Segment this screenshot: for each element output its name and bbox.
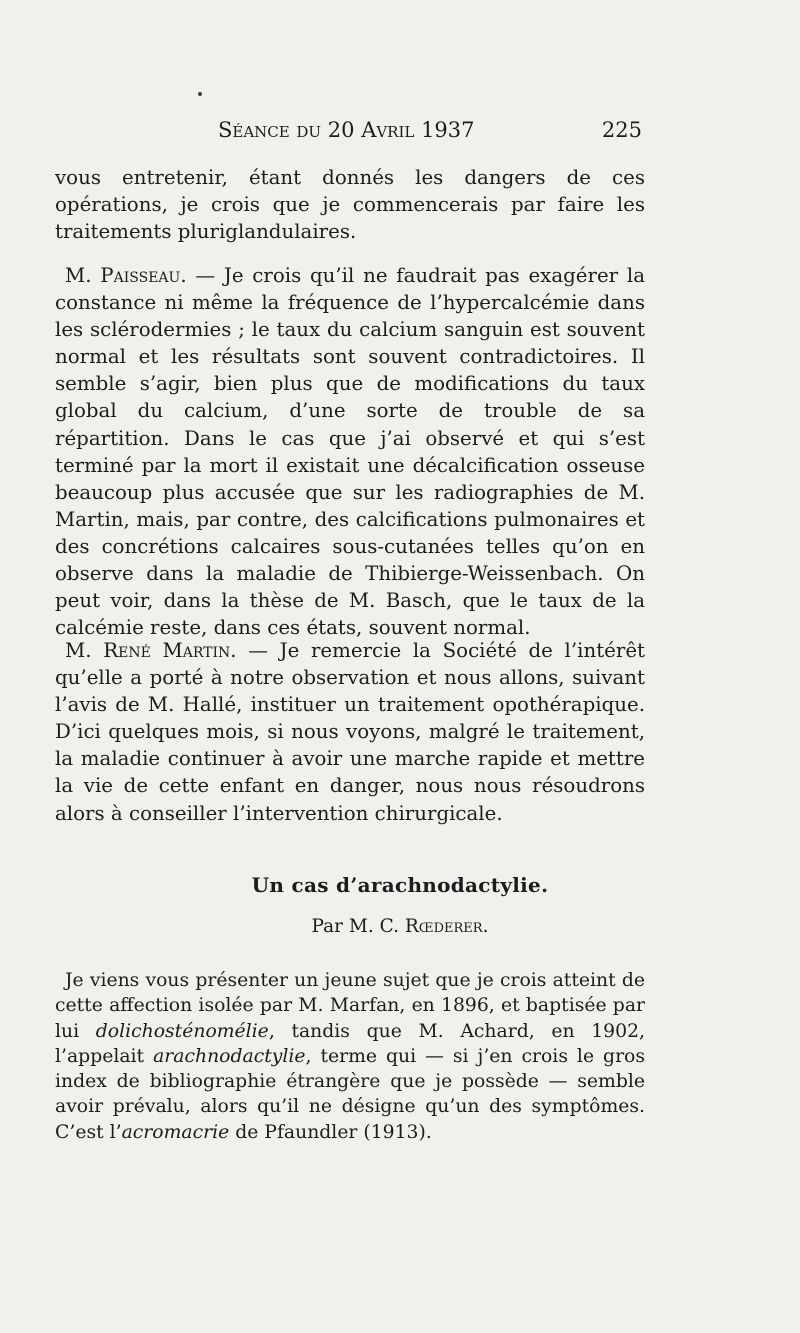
paragraph-3-body (55, 637, 645, 827)
speaker-rene-martin: M. René Martin. (65, 639, 237, 662)
running-title-pre: Séance du (218, 118, 322, 142)
paragraph-4-body (55, 968, 645, 1145)
speaker-paisseau: M. Paisseau. (65, 264, 187, 287)
running-header (218, 118, 642, 158)
paragraph-4-part-c: , terme qui — si j’en crois le gros index de bibliographie étrangère que je possède — semble avoir prévalu, alors qu’il ne désigne qu’un des symptômes. C’est l’ (55, 1045, 645, 1143)
paragraph-3-text: — Je remercie la Société de l’intérêt qu’elle a porté à notre observation et nous allons, suivant l’avis de M. Hallé, instituer un traitement opothérapique. D’ici quelques mois, si nous voyons, malgré le traitement, la maladie continuer à avoir une marche rapide et mettre la vie de cette enfant en danger, nous nous résoudrons alors à conseiller l’intervention chirurgicale. (55, 639, 645, 825)
term-arachnodactylie: arachnodactylie (153, 1045, 306, 1067)
page-number: 225 (601, 118, 642, 142)
term-dolichostenomelie: dolichosténomélie (95, 1020, 269, 1042)
running-title-year: 1937 (421, 118, 475, 142)
byline-author: Rœderer. (404, 916, 489, 937)
paragraph-1 (55, 164, 645, 245)
article-title: Un cas d’arachnodactylie. (251, 873, 549, 897)
term-acromacrie: acromacrie (121, 1121, 230, 1143)
paragraph-3 (55, 637, 645, 827)
paragraph-4-part-a: Je viens vous présenter un jeune sujet que je crois atteint de cette affection isolée par M. Marfan, en 1896, et baptisée par lui (55, 970, 645, 1042)
paragraph-4-part-d: de Pfaundler (1913). (229, 1121, 432, 1143)
running-title (218, 118, 475, 142)
running-title-day: 20 (327, 118, 355, 142)
ink-dot (198, 92, 202, 96)
byline-prefix: Par M. C. (311, 916, 399, 937)
running-title-month: Avril (361, 118, 415, 142)
paragraph-2-body (55, 262, 645, 641)
paragraph-1-text: vous entretenir, étant donnés les dangers de ces opérations, je crois que je commencerais par faire les traitements pluriglandulaires. (55, 166, 645, 244)
paragraph-4-part-b: , tandis que M. Achard, en 1902, l’appelait (55, 1020, 645, 1067)
paragraph-2 (55, 262, 645, 641)
paragraph-4 (55, 968, 645, 1145)
article-byline (0, 916, 800, 937)
paragraph-2-text: — Je crois qu’il ne faudrait pas exagérer la constance ni même la fréquence de l’hypercalcémie dans les sclérodermies ; le taux du calcium sanguin est souvent normal et les résultats sont souvent contradictoires. Il semble s’agir, bien plus que de modifications du taux global du calcium, d’une sorte de trouble de sa répartition. Dans le cas que j’ai observé et qui s’est terminé par la mort il existait une décalcification osseuse beaucoup plus accusée que sur les radiographies de M. Martin, mais, par contre, des calcifications pulmonaires et des concrétions calcaires sous-cutanées telles qu’on en observe dans la maladie de Thibierge-Weissenbach. On peut voir, dans la thèse de M. Basch, que le taux de la calcémie reste, dans ces états, souvent normal. (55, 264, 645, 640)
